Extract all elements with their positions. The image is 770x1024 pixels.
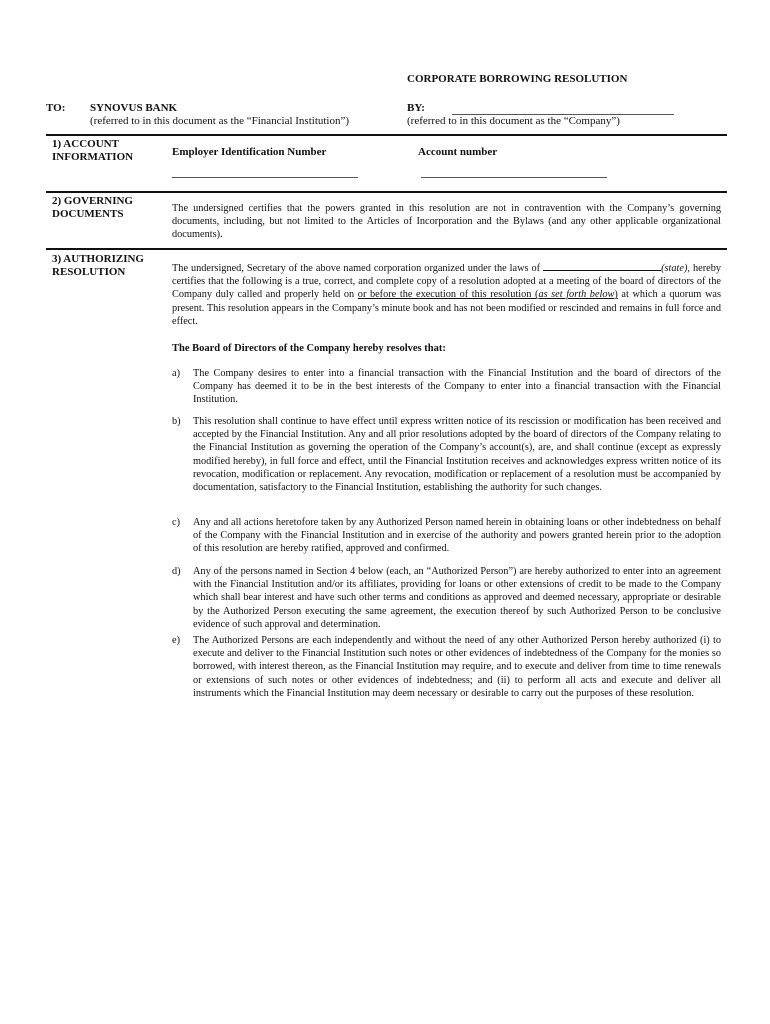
board-resolves-heading: The Board of Directors of the Company hereby resolves that: xyxy=(172,343,446,354)
section-authorizing-label xyxy=(52,253,144,279)
item-text: This resolution shall continue to have effect until express written notice of its rescission or modification has been received and accepted by the Financial Institution. Any and all prior resolutions adopted by the board of directors of the Company relating to the Financial Institution as governing the operation of the Company’s account(s), are, and shall continue (except as expressly modified hereby), in full force and effect, until the Financial Institution receives and acknowledges express written notice of its revocation, modification or replacement. Any revocation, modification or replacement of a resolution must be accompanied by documentation, satisfactory to the Financial Institution, establishing the authority for such changes. xyxy=(193,416,721,494)
ein-label: Employer Identification Number xyxy=(172,146,327,158)
account-number-label: Account number xyxy=(418,146,498,158)
bank-reference: (referred to in this document as the “Financial Institution”) xyxy=(90,115,350,127)
state-field[interactable] xyxy=(543,260,661,271)
item-marker: b) xyxy=(172,416,181,427)
section-account-label xyxy=(52,138,133,164)
authorizing-text-underlined: or before the execution of this resolution ( xyxy=(357,289,539,301)
authorizing-text-b: hereby certifies that the following is a true, correct, and complete copy of a resolution adopted at a meeting of the board of directors of the Company duly called and properly held on xyxy=(172,263,721,301)
section-authorizing-label-line1: 3) AUTHORIZING xyxy=(52,253,144,265)
ein-field[interactable] xyxy=(172,177,358,178)
item-marker: e) xyxy=(172,635,180,646)
item-text: The Company desires to enter into a financial transaction with the Financial Institution and the board of directors of the Company has deemed it to be in the best interests of the Company to enter into a financial transaction with the Financial Institution. xyxy=(193,368,721,406)
item-marker: d) xyxy=(172,566,181,577)
to-label: TO: xyxy=(46,102,66,114)
section-authorizing-label-line2: RESOLUTION xyxy=(52,266,126,278)
document-title: CORPORATE BORROWING RESOLUTION xyxy=(407,73,628,85)
item-text: Any and all actions heretofore taken by any Authorized Person named herein in obtaining loans or other indebtedness on behalf of the Company with the Financial Institution and in exercise of the authority and powers granted herein prior to the adoption of this resolution are hereby ratified, approved and confirmed. xyxy=(193,517,721,555)
item-marker: a) xyxy=(172,368,180,379)
section-divider xyxy=(46,191,727,193)
authorizing-paragraph xyxy=(172,260,721,328)
item-marker: c) xyxy=(172,517,180,528)
authorizing-text-paren: ) xyxy=(614,289,618,301)
by-label: BY: xyxy=(407,102,425,114)
section-governing-label-line2: DOCUMENTS xyxy=(52,208,124,220)
authorizing-text-c: at which a quorum was present. This resolution appears in the Company’s minute book and has not been modified or rescinded and remains in full force and effect. xyxy=(172,289,721,327)
section-account-label-line1: 1) ACCOUNT xyxy=(52,138,119,150)
authorizing-text-italic: as set forth below xyxy=(538,289,615,301)
section-divider xyxy=(46,134,727,136)
company-reference: (referred to in this document as the “Company”) xyxy=(407,115,620,127)
state-label: (state), xyxy=(661,263,690,274)
account-number-field[interactable] xyxy=(421,177,607,178)
section-governing-label-line1: 2) GOVERNING xyxy=(52,195,133,207)
section-account-label-line2: INFORMATION xyxy=(52,151,134,163)
item-text: The Authorized Persons are each independently and without the need of any other Authorized Person hereby authorized (i) to execute and deliver to the Financial Institution such notes or other evidences of indebtedness of the Company for the monies so borrowed, with interest thereon, as the Financial Institution may require, and to execute and deliver from time to time renewals or extensions of such notes or other evidences of indebtedness; and (ii) to perform all acts and execute and deliver all instruments which the Financial Institution may deem necessary or desirable to carry out the purposes of these resolution. xyxy=(193,635,721,699)
section-divider xyxy=(46,248,727,250)
item-text: Any of the persons named in Section 4 below (each, an “Authorized Person”) are hereby authorized to enter into an agreement with the Financial Institution and/or its affiliates, providing for loans or other extensions of credit to be made to the Company which shall bear interest and have such other terms and conditions as approved and deemed necessary, appropriate or desirable by the Authorized Person executing the same agreement, the execution thereof by such Authorized Person to be conclusive evidence of such approval and determination. xyxy=(193,566,721,630)
bank-name: SYNOVUS BANK xyxy=(90,102,178,114)
authorizing-text-a: The undersigned, Secretary of the above named corporation organized under the laws of xyxy=(172,263,544,274)
governing-text: The undersigned certifies that the powers granted in this resolution are not in contravention with the Company’s governing documents, including, but not limited to the Articles of Incorporation and the Bylaws (and any other applicable organizational documents). xyxy=(172,203,721,241)
section-governing-label xyxy=(52,195,133,221)
